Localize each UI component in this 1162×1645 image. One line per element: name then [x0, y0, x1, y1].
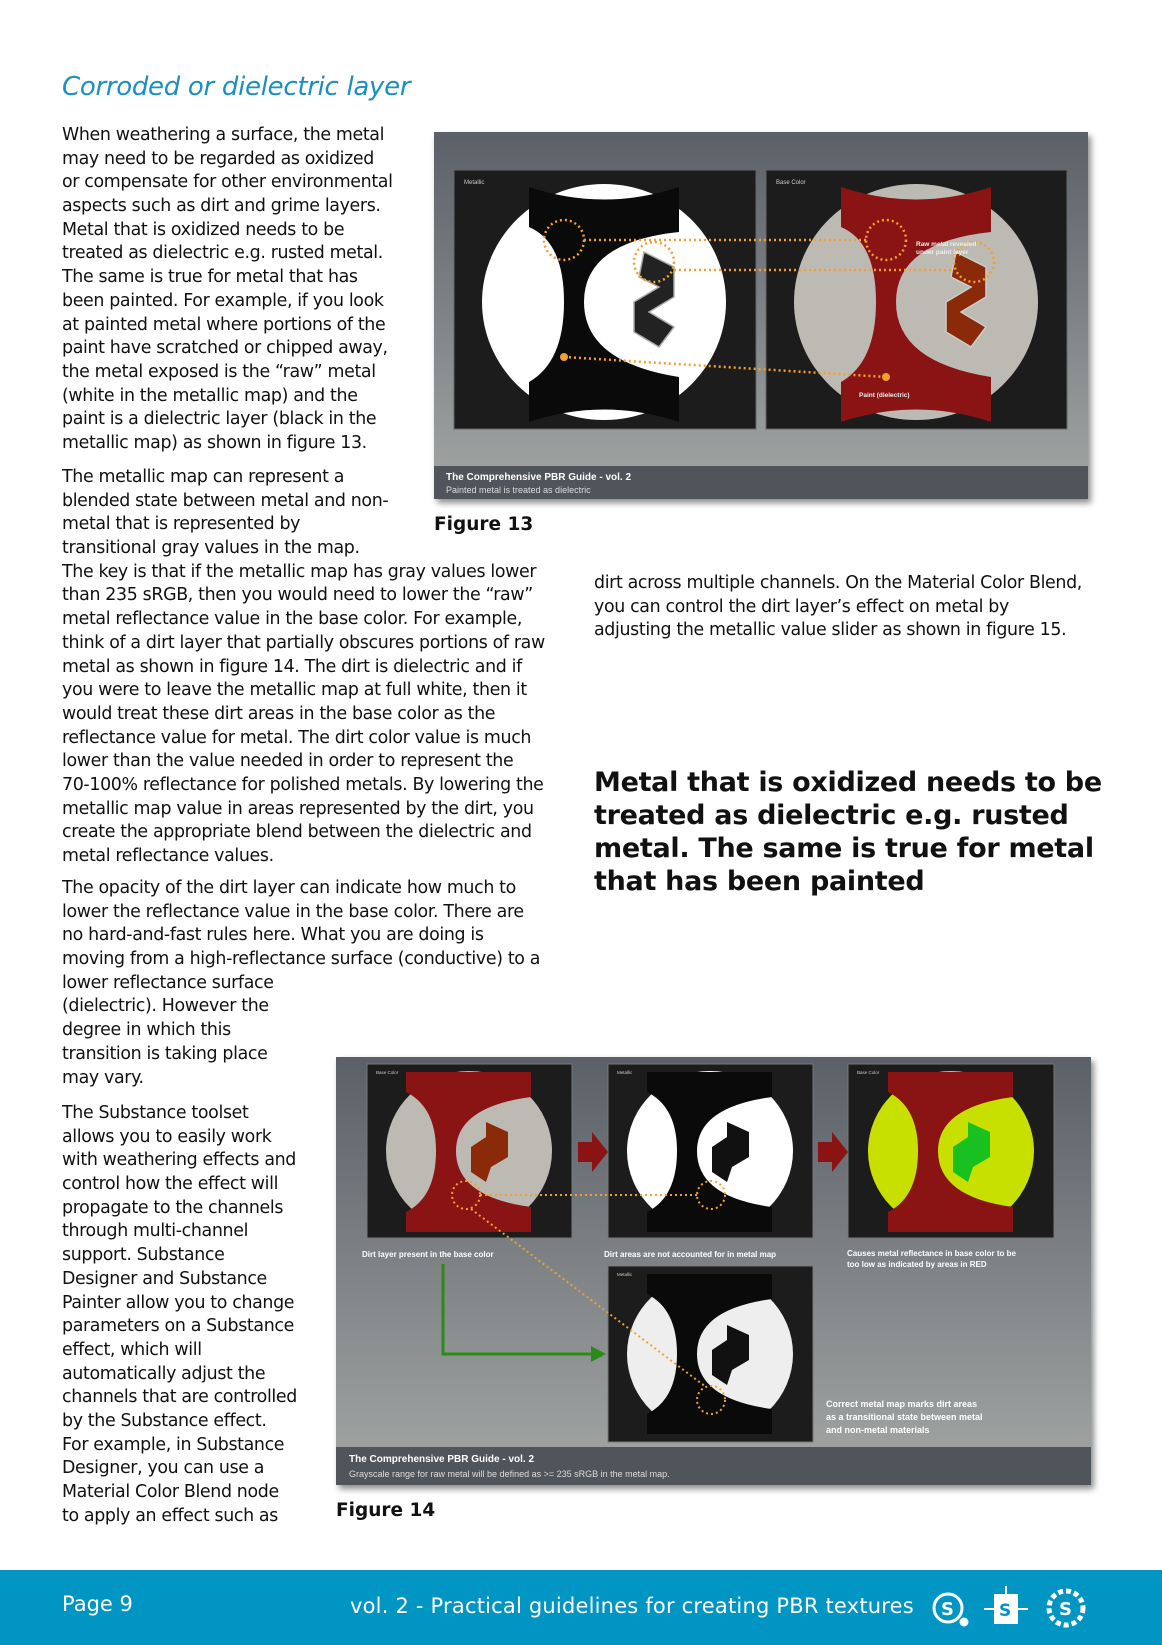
svg-text:Metallic: Metallic: [464, 180, 485, 186]
text-line: The opacity of the dirt layer can indicate how much to: [62, 878, 516, 898]
text-line: Designer and Substance: [62, 1268, 267, 1289]
footer: [0, 1570, 1162, 1645]
svg-text:and non-metal materials: and non-metal materials: [826, 1425, 930, 1435]
text-line: the metal exposed is the “raw” metal: [62, 361, 376, 382]
text-line: Painter allow you to change: [62, 1292, 295, 1313]
substance-logo-icon: [934, 1594, 967, 1625]
svg-text:S: S: [1059, 1599, 1072, 1620]
svg-text:Base Color: Base Color: [776, 180, 806, 186]
text-line: Metal that is oxidized needs to be: [594, 767, 1102, 798]
text-line: Metal that is oxidized needs to be: [62, 219, 345, 240]
text-line: propagate to the channels: [62, 1197, 284, 1218]
section-heading: Corroded or dielectric layer: [62, 72, 411, 102]
text-line: parameters on a Substance: [62, 1316, 294, 1337]
text-line: treated as dielectric e.g. rusted metal.: [62, 243, 383, 264]
text-line: may vary.: [62, 1067, 144, 1088]
text-line: that has been painted: [594, 866, 925, 897]
text-line: channels that are controlled: [62, 1387, 297, 1408]
figure-14-caption: Figure 14: [336, 1500, 436, 1521]
svg-text:Base Color: Base Color: [376, 1070, 399, 1075]
figure-14-image: [336, 1057, 1091, 1485]
text-line: no hard-and-fast rules here. What you are doing is: [62, 925, 484, 946]
text-line: you were to leave the metallic map at full white, then it: [62, 680, 527, 701]
text-line: When weathering a surface, the metal: [62, 125, 385, 145]
svg-text:under paint layer: under paint layer: [916, 249, 969, 256]
text-line: lower the reflectance value in the base color. There are: [62, 901, 524, 922]
text-line: (white in the metallic map) and the: [62, 385, 358, 406]
footer-title: vol. 2 - Practical guidelines for creating PBR textures: [350, 1594, 914, 1618]
text-line: by the Substance effect.: [62, 1410, 267, 1431]
text-line: at painted metal where portions of the: [62, 314, 386, 335]
svg-text:as a transitional state betwee: as a transitional state between metal: [826, 1412, 983, 1422]
text-line: The key is that if the metallic map has gray values lower: [62, 561, 537, 582]
text-line: paint have scratched or chipped away,: [62, 338, 388, 359]
svg-text:Causes metal reflectance in ba: Causes metal reflectance in base color to be: [847, 1249, 1016, 1258]
text-line: think of a dirt layer that partially obscures portions of raw: [62, 632, 545, 653]
svg-text:Base Color: Base Color: [857, 1070, 880, 1075]
text-line: metal that is represented by: [62, 514, 301, 535]
text-line: 70-100% reflectance for polished metals. By lowering the: [62, 774, 544, 795]
text-line: blended state between metal and non-: [62, 490, 389, 511]
text-line: to apply an effect such as: [62, 1505, 278, 1526]
svg-text:Correct metal map marks dirt a: Correct metal map marks dirt areas: [826, 1399, 978, 1409]
text-line: dirt across multiple channels. On the Material Color Blend,: [594, 573, 1082, 593]
text-line: control how the effect will: [62, 1174, 279, 1195]
text-line: The Substance toolset: [62, 1103, 249, 1123]
figure-13-image: [434, 132, 1088, 499]
svg-text:The Comprehensive PBR Guide -: The Comprehensive PBR Guide - vol. 2: [446, 472, 632, 483]
paragraph-4: [62, 1102, 297, 1528]
text-line: degree in which this: [62, 1020, 231, 1041]
text-line: Material Color Blend node: [62, 1482, 279, 1502]
svg-text:The Comprehensive PBR Guide -: The Comprehensive PBR Guide - vol. 2: [349, 1454, 535, 1465]
paragraph-1: [62, 124, 393, 456]
text-line: (dielectric). However the: [62, 996, 269, 1017]
text-line: would treat these dirt areas in the base color as the: [62, 703, 496, 724]
text-line: moving from a high-reflectance surface (conductive) to a: [62, 949, 541, 970]
text-line: lower reflectance surface: [62, 972, 274, 993]
text-line: automatically adjust the: [62, 1363, 266, 1384]
text-line: create the appropriate blend between the dielectric and: [62, 822, 532, 843]
text-line: metal as shown in figure 14. The dirt is dielectric and if: [62, 656, 522, 677]
text-line: aspects such as dirt and grime layers.: [62, 196, 381, 217]
text-line: metallic map value in areas represented by the dirt, you: [62, 798, 534, 819]
svg-text:Raw metal revealed: Raw metal revealed: [916, 241, 977, 248]
text-line: been painted. For example, if you look: [62, 290, 384, 311]
text-line: metallic map) as shown in figure 13.: [62, 432, 367, 453]
svg-text:S: S: [941, 1599, 954, 1620]
text-line: may need to be regarded as oxidized: [62, 148, 374, 169]
text-line: effect, which will: [62, 1339, 202, 1360]
svg-text:Dirt areas are not accounted f: Dirt areas are not accounted for in metal map: [604, 1250, 777, 1259]
substance-designer-logo-icon: [984, 1586, 1028, 1624]
text-line: through multi-channel: [62, 1221, 249, 1242]
text-line: allows you to easily work: [62, 1126, 272, 1147]
text-line: transition is taking place: [62, 1043, 268, 1064]
text-line: The same is true for metal that has: [62, 267, 358, 288]
footer-logos: [928, 1584, 1108, 1634]
svg-text:Grayscale range for raw metal: Grayscale range for raw metal will be defined as >= 235 sRGB in the metal map.: [349, 1469, 670, 1479]
text-line: lower than the value needed in order to represent the: [62, 751, 514, 772]
text-line: with weathering effects and: [62, 1150, 296, 1171]
right-paragraph: [594, 572, 1082, 643]
svg-text:Dirt layer present in the base: Dirt layer present in the base color: [362, 1250, 494, 1259]
text-line: reflectance value for metal. The dirt color value is much: [62, 727, 532, 748]
figure-13-caption: Figure 13: [434, 514, 534, 535]
text-line: adjusting the metallic value slider as shown in figure 15.: [594, 620, 1067, 641]
svg-text:too low as indicated by areas: too low as indicated by areas in RED: [847, 1260, 987, 1269]
text-line: The metallic map can represent a: [62, 467, 345, 487]
svg-text:Metallic: Metallic: [617, 1272, 633, 1277]
text-line: metal reflectance value in the base color. For example,: [62, 609, 523, 630]
page-number: Page 9: [62, 1592, 133, 1616]
text-line: than 235 sRGB, then you would need to lower the “raw”: [62, 585, 533, 606]
substance-painter-logo-icon: [1049, 1591, 1083, 1625]
text-line: Designer, you can use a: [62, 1458, 265, 1479]
svg-text:Painted metal is treated as di: Painted metal is treated as dielectric: [446, 485, 591, 495]
text-line: For example, in Substance: [62, 1434, 285, 1455]
text-line: or compensate for other environmental: [62, 172, 393, 193]
text-line: paint is a dielectric layer (black in the: [62, 409, 377, 430]
pull-quote: [594, 766, 1102, 898]
svg-text:S: S: [999, 1601, 1012, 1621]
text-line: support. Substance: [62, 1245, 225, 1266]
text-line: transitional gray values in the map.: [62, 538, 360, 559]
text-line: treated as dielectric e.g. rusted: [594, 800, 1069, 831]
svg-text:Metallic: Metallic: [617, 1070, 633, 1075]
text-line: you can control the dirt layer’s effect on metal by: [594, 596, 1009, 617]
svg-text:Paint (dielectric): Paint (dielectric): [859, 392, 910, 399]
text-line: metal. The same is true for metal: [594, 833, 1094, 864]
text-line: metal reflectance values.: [62, 846, 274, 866]
